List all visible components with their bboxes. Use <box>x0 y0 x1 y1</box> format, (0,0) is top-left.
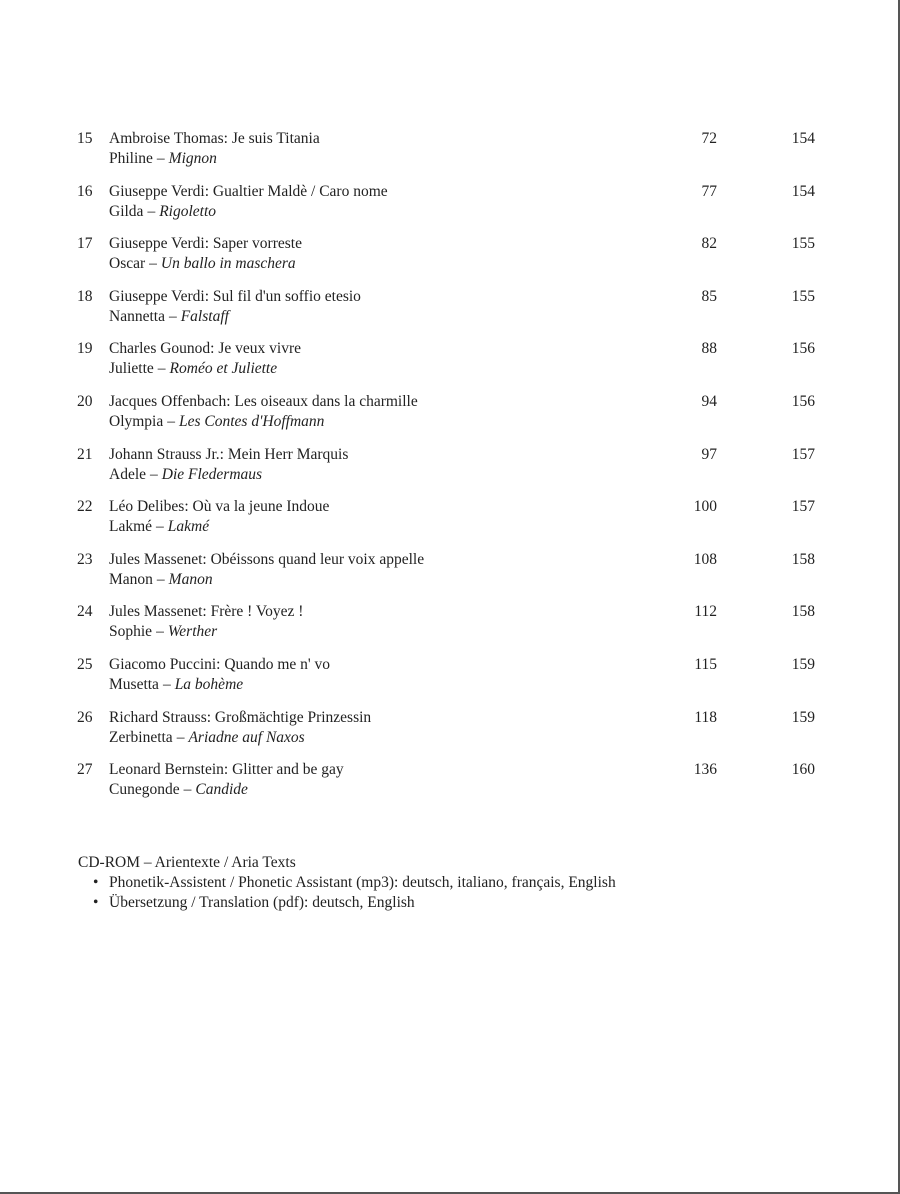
opera-title: Roméo et Juliette <box>169 360 278 378</box>
toc-entry-25 <box>0 655 900 708</box>
text-page: 158 <box>791 550 815 568</box>
bullet-icon: • <box>93 874 99 891</box>
entry-role-line <box>109 149 217 169</box>
opera-title: Les Contes d'Hoffmann <box>179 412 325 430</box>
entry-number: 21 <box>77 445 93 463</box>
cdrom-item-phonetic <box>78 873 838 893</box>
role-name: Nannetta <box>109 307 165 325</box>
score-page: 108 <box>693 550 717 568</box>
toc-entry-26 <box>0 708 900 761</box>
role-name: Philine <box>109 150 153 167</box>
entry-title: Johann Strauss Jr.: Mein Herr Marquis <box>109 445 349 463</box>
entry-role-line <box>109 622 217 642</box>
entry-title: Jules Massenet: Frère ! Voyez ! <box>109 603 304 621</box>
entry-role-line <box>109 780 248 800</box>
toc-entry-21 <box>0 445 900 498</box>
cdrom-section <box>78 853 838 913</box>
text-page: 160 <box>791 761 815 779</box>
opera-title: Lakmé <box>167 518 210 536</box>
entry-title: Giuseppe Verdi: Gualtier Maldè / Caro nome <box>109 182 388 200</box>
text-page: 158 <box>791 603 815 621</box>
role-name: Cunegonde <box>109 781 180 799</box>
separator: – <box>156 623 164 641</box>
role-name: Zerbinetta <box>109 728 173 746</box>
entry-title: Richard Strauss: Großmächtige Prinzessin <box>109 708 372 726</box>
entry-number: 25 <box>77 655 93 673</box>
cdrom-item-text: Übersetzung / Translation (pdf): deutsch, English <box>109 894 415 911</box>
entry-number: 18 <box>77 287 93 305</box>
toc-entry-22 <box>0 497 900 550</box>
text-page: 156 <box>791 340 815 358</box>
role-name: Sophie <box>109 623 153 641</box>
opera-title: Die Fledermaus <box>161 465 263 483</box>
score-page: 82 <box>701 235 717 253</box>
toc-entry-17 <box>0 234 900 287</box>
cdrom-heading: CD-ROM – Arientexte / Aria Texts <box>78 854 296 871</box>
entry-role-line <box>109 517 209 537</box>
entry-number: 26 <box>77 708 93 726</box>
text-page: 156 <box>791 392 815 410</box>
toc-entry-24 <box>0 602 900 655</box>
entry-number: 27 <box>77 761 93 779</box>
entry-role-line <box>109 412 324 432</box>
separator: – <box>176 728 185 746</box>
separator: – <box>156 150 165 167</box>
entry-role-line <box>109 202 216 222</box>
entry-title: Jules Massenet: Obéissons quand leur voix appelle <box>109 550 425 568</box>
score-page: 88 <box>701 340 717 358</box>
opera-title: Un ballo in maschera <box>160 255 296 273</box>
opera-title: Manon <box>168 570 213 588</box>
entry-title: Giacomo Puccini: Quando me n' vo <box>109 655 331 673</box>
opera-title: Falstaff <box>180 307 229 325</box>
toc-entry-27 <box>0 760 900 813</box>
role-name: Lakmé <box>109 518 153 536</box>
text-page: 155 <box>791 235 815 253</box>
score-page: 97 <box>701 445 717 463</box>
entry-number: 19 <box>77 340 93 358</box>
cdrom-item-text: Phonetik-Assistent / Phonetic Assistant (mp3): deutsch, italiano, français, English <box>109 874 616 891</box>
text-page: 155 <box>791 287 815 305</box>
separator: – <box>167 412 175 430</box>
entry-number: 16 <box>77 182 93 200</box>
entry-role-line <box>109 254 296 274</box>
role-name: Musetta <box>109 675 159 693</box>
separator: – <box>147 202 156 220</box>
entry-number: 15 <box>77 130 93 147</box>
entry-role-line <box>109 465 262 485</box>
entry-role-line <box>109 728 305 748</box>
separator: – <box>168 307 177 325</box>
separator: – <box>183 781 192 799</box>
role-name: Oscar <box>109 255 146 273</box>
toc-entry-16 <box>0 182 900 235</box>
text-page: 159 <box>791 708 815 726</box>
score-page: 136 <box>693 761 717 779</box>
score-page: 94 <box>701 392 717 410</box>
entry-title: Jacques Offenbach: Les oiseaux dans la charmille <box>109 392 418 410</box>
toc-entry-15 <box>0 129 900 182</box>
table-of-contents <box>0 129 900 813</box>
entry-role-line <box>109 570 213 590</box>
opera-title: Candide <box>195 781 248 799</box>
toc-entry-20 <box>0 392 900 445</box>
score-page: 118 <box>694 708 717 726</box>
entry-title: Leonard Bernstein: Glitter and be gay <box>109 761 344 779</box>
entry-number: 20 <box>77 392 93 410</box>
role-name: Olympia <box>109 412 164 430</box>
score-page: 115 <box>694 655 717 673</box>
opera-title: Werther <box>167 623 218 641</box>
role-name: Juliette <box>109 360 154 378</box>
entry-number: 17 <box>77 235 93 253</box>
role-name: Adele <box>109 465 147 483</box>
entry-role-line <box>109 359 277 379</box>
entry-title: Léo Delibes: Où va la jeune Indoue <box>109 498 330 516</box>
entry-title: Ambroise Thomas: Je suis Titania <box>109 130 320 147</box>
score-page: 77 <box>701 182 717 200</box>
opera-title: Ariadne auf Naxos <box>188 728 305 746</box>
separator: – <box>156 570 165 588</box>
toc-entry-18 <box>0 287 900 340</box>
score-page: 72 <box>701 130 717 147</box>
text-page: 157 <box>791 445 815 463</box>
opera-title: Rigoletto <box>159 202 217 220</box>
entry-number: 22 <box>77 498 93 516</box>
toc-entry-23 <box>0 550 900 603</box>
text-page: 157 <box>791 498 815 516</box>
toc-entry-19 <box>0 339 900 392</box>
opera-title: La bohème <box>174 675 244 693</box>
score-page: 112 <box>694 603 717 621</box>
entry-role-line <box>109 307 229 327</box>
separator: – <box>157 360 166 378</box>
text-page: 154 <box>791 182 815 200</box>
opera-title: Mignon <box>168 150 217 167</box>
entry-title: Giuseppe Verdi: Sul fil d'un soffio etesio <box>109 287 361 305</box>
entry-number: 24 <box>77 603 93 621</box>
entry-number: 23 <box>77 550 93 568</box>
score-page: 85 <box>701 287 717 305</box>
text-page: 154 <box>791 130 815 147</box>
score-page: 100 <box>693 498 717 516</box>
role-name: Gilda <box>109 202 144 220</box>
separator: – <box>156 518 164 536</box>
cdrom-item-translation <box>78 893 838 913</box>
separator: – <box>162 675 171 693</box>
entry-title: Giuseppe Verdi: Saper vorreste <box>109 235 302 253</box>
entry-title: Charles Gounod: Je veux vivre <box>109 340 301 358</box>
cdrom-list <box>78 873 838 913</box>
entry-role-line <box>109 675 243 695</box>
bullet-icon: • <box>93 894 99 911</box>
separator: – <box>150 465 158 483</box>
separator: – <box>149 255 157 273</box>
text-page: 159 <box>791 655 815 673</box>
role-name: Manon <box>109 570 153 588</box>
